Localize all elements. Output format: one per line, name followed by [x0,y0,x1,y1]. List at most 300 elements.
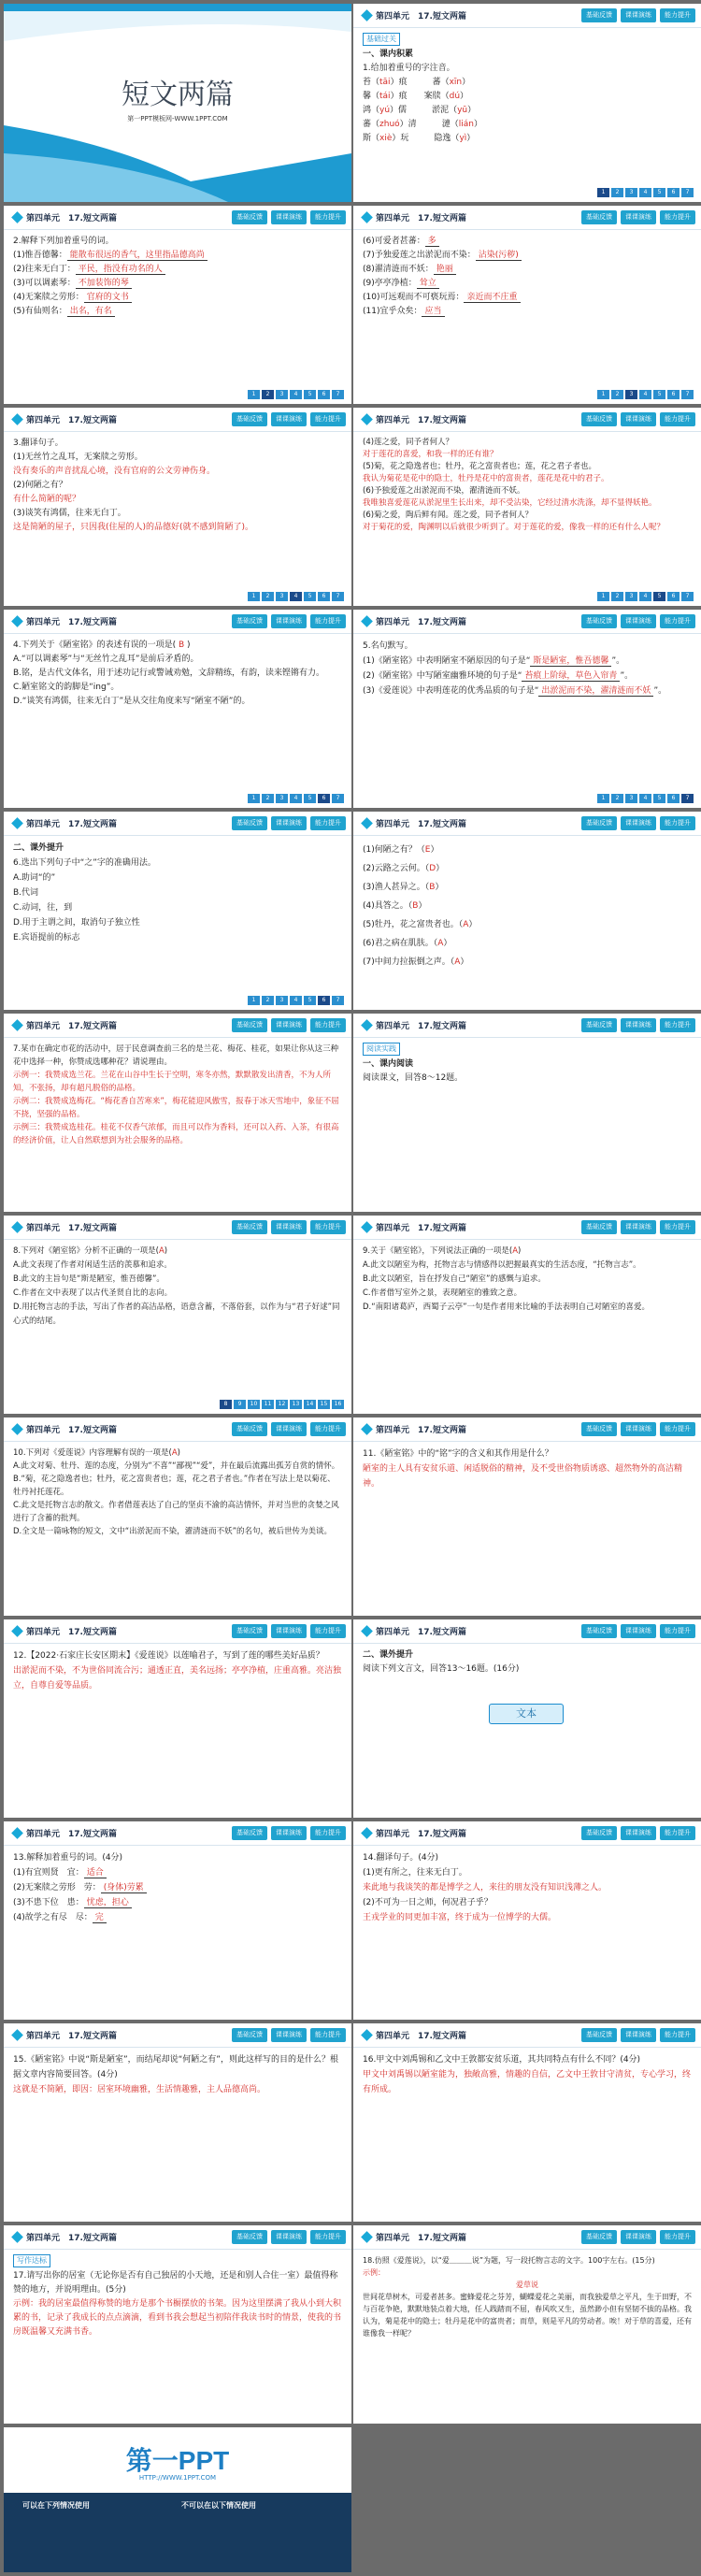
nav-button-3[interactable]: 能力提升 [660,1826,695,1840]
page-4[interactable]: 4 [639,592,651,601]
diamond-icon [361,413,373,425]
nav-button-3[interactable]: 能力提升 [310,1220,346,1234]
pager [220,1400,344,1409]
nav-button-2[interactable]: 课课演练 [621,1220,656,1234]
slide-ad [4,2427,351,2572]
nav-button-2[interactable]: 课课演练 [271,1220,307,1234]
item: (1)有宜则贤 宜： 适合 [13,1865,342,1880]
pinyin-row: 斯（xiè）玩 隐逸（yì） [363,134,476,143]
nav-button-2[interactable]: 课课演练 [271,1422,307,1436]
page-2[interactable]: 2 [611,794,623,803]
page-5[interactable]: 5 [653,390,665,399]
logo-url: HTTP://WWW.1PPT.COM [138,2474,217,2482]
page-title: 短文两篇 [122,79,234,111]
nav-button-2[interactable]: 课课演练 [271,210,307,224]
pager [597,794,694,803]
option: B.“菊，花之隐逸者也；牡丹，花之富贵者也；莲，花之君子者也。”作者在写法上是以菊花、牡丹衬托莲花。 [13,1475,336,1497]
nav-button-3[interactable]: 能力提升 [660,1624,695,1638]
diamond-icon [361,1423,373,1435]
slide-header: 第四单元 17.短文两篇 基础反馈 课课演练 能力提升 [4,206,351,230]
nav-button-1[interactable]: 基础反馈 [581,1018,617,1032]
item: (4)无案牍之劳形： 官府的文书 [13,291,342,305]
page-1[interactable]: 1 [597,188,609,197]
page-6[interactable]: 6 [667,592,680,601]
slide-11 [4,1014,351,1212]
pager [248,592,344,601]
item: (9)亭亭净植： 耸立 [363,277,692,291]
nav-button-1[interactable]: 基础反馈 [232,1018,267,1032]
question: 9.关于《陋室铭》，下列说法正确的一项是(A) [363,1246,522,1256]
ad-col-2: 不可以在以下情况使用 [181,2501,256,2510]
nav-button-3[interactable]: 能力提升 [310,2230,346,2244]
page-7[interactable]: 7 [332,794,344,803]
nav-button-1[interactable]: 基础反馈 [581,412,617,426]
question: 16.甲文中刘禹锡和乙文中王敦都安贫乐道，其共同特点有什么不同？(4分) [363,2055,641,2065]
logo: 第一PPT [125,2446,230,2475]
diamond-icon [11,2231,23,2243]
item: (6)可爱者甚蕃： 多 [363,235,692,249]
section-heading: 一、课内阅读 [363,1059,414,1069]
slide-header: 第四单元 17.短文两篇 基础反馈 课课演练 能力提升 [353,610,701,634]
item: (5)牡丹，花之富贵者也。（A） [363,920,478,929]
nav-button-2[interactable]: 课课演练 [621,2028,656,2042]
nav-button-3[interactable]: 能力提升 [310,412,346,426]
nav-button-1[interactable]: 基础反馈 [581,1422,617,1436]
ad-col-1: 可以在下列情况使用 [22,2501,90,2510]
nav-button-2[interactable]: 课课演练 [271,1624,307,1638]
item: (1)《陋室铭》中表明陋室不陋原因的句子是“ 斯是陋室，惟吾德馨 ”。 [363,656,625,666]
nav-button-3[interactable]: 能力提升 [660,8,695,22]
sentence: (5)菊，花之隐逸者也；牡丹，花之富贵者也；莲，花之君子者也。 [363,462,597,471]
nav-button-1[interactable]: 基础反馈 [232,2230,267,2244]
option: B.铭，是古代文体名，用于述功记行或警诫劝勉，文辞精练，有韵，读来铿锵有力。 [13,669,325,678]
slide-19 [4,1821,351,2020]
unit-label: 第四单元 [376,12,410,22]
option: C.此文是托物言志的散文。作者借莲表达了自己的坚贞不渝的高洁情怀，并对当世的贪婪之风进行了含蓄的批判。 [13,1501,339,1523]
question: 15.《陋室铭》中说“斯是陋室”，而结尾却说“何陋之有”，则此这样写的目的是什么？根据文章内容简要回答。(4分) [13,2055,338,2080]
slide-header: 第四单元 17.短文两篇 基础反馈 课课演练 能力提升 [353,812,701,836]
page-7[interactable]: 7 [681,188,694,197]
answer: 出淤泥而不染，不为世俗同流合污；通透正直，美名远扬；亭亭净植，庄重高雅。亮洁独立，自尊自爱等品质。 [13,1666,342,1691]
nav-button-3[interactable]: 能力提升 [310,210,346,224]
nav-button-1[interactable]: 基础反馈 [581,1826,617,1840]
page-3[interactable]: 3 [625,188,637,197]
nav-button-2[interactable]: 课课演练 [271,816,307,830]
question: 8.下列对《陋室铭》分析不正确的一项是(A) [13,1246,168,1256]
slide-header: 第四单元 17.短文两篇 基础反馈 课课演练 能力提升 [353,1216,701,1240]
diamond-icon [361,211,373,223]
nav-button-2[interactable]: 课课演练 [271,1018,307,1032]
nav-button-2[interactable]: 课课演练 [271,1826,307,1840]
answer: 甲文中刘禹锡以陋室能为，独敞高雅，情趣的自信，乙文中王敦甘守清贫，专心学习，终有所成。 [363,2070,692,2094]
nav-button-1[interactable]: 基础反馈 [581,210,617,224]
page-5[interactable]: 5 [304,390,316,399]
sentence: (3)谈笑有鸿儒，往来无白丁。 [13,509,126,518]
section-heading: 一、课内积累 [363,50,414,59]
diamond-icon [361,1827,373,1839]
nav-button-2[interactable]: 课课演练 [271,2028,307,2042]
slide-title [4,4,351,202]
diamond-icon [361,1019,373,1031]
text-button[interactable]: 文本 [489,1704,564,1724]
nav-button-2[interactable]: 课课演练 [271,2230,307,2244]
sentence: (2)何陋之有？ [13,481,67,490]
nav-button-2[interactable]: 课课演练 [621,8,656,22]
page-3[interactable]: 3 [625,794,637,803]
page-7[interactable]: 7 [681,592,694,601]
nav-button-3[interactable]: 能力提升 [660,412,695,426]
nav-button-3[interactable]: 能力提升 [310,1422,346,1436]
option: A.此文对菊、牡丹、莲的态度，分别为“不喜”“鄙视”“爱”，并在最后流露出孤芳自赏的情怀。 [13,1461,340,1471]
diamond-icon [361,1625,373,1637]
option: A.此文表现了作者对闲适生活的羡慕和追求。 [13,1260,172,1270]
page-14[interactable]: 14 [304,1400,316,1409]
nav-button-2[interactable]: 课课演练 [621,1018,656,1032]
nav-button-1[interactable]: 基础反馈 [581,1624,617,1638]
slide-9 [4,812,351,1010]
pinyin-row: 鸿（yú）儒 淤泥（yū） [363,106,477,115]
slide-8 [353,610,701,808]
nav-button-2[interactable]: 课课演练 [621,1624,656,1638]
nav-button-3[interactable]: 能力提升 [310,2028,346,2042]
slide-21 [4,2023,351,2222]
page-8[interactable]: 8 [220,1400,232,1409]
diamond-icon [11,1221,23,1233]
item: (6)君之病在肌肤。（A） [363,939,452,948]
page-2[interactable]: 2 [262,996,274,1005]
page-7[interactable]: 7 [332,592,344,601]
subtitle: 第一PPT模板网-WWW.1PPT.COM [127,115,228,122]
slide-22 [353,2023,701,2222]
page-2[interactable]: 2 [611,390,623,399]
diamond-icon [361,2231,373,2243]
slide-header: 第四单元 17.短文两篇 基础反馈 课课演练 能力提升 [4,1216,351,1240]
nav-button-2[interactable]: 课课演练 [271,412,307,426]
answer: 我认为菊花是花中的隐士，牡丹是花中的富贵者，莲花是花中的君子。 [363,474,609,483]
nav-button-3[interactable]: 能力提升 [310,1624,346,1638]
page-5[interactable]: 5 [653,592,665,601]
page-5[interactable]: 5 [304,794,316,803]
slide-header: 第四单元 17.短文两篇 基础反馈 课课演练 能力提升 [353,2225,701,2250]
question: 17.请写出你的居室（无论你是否有自己独居的小天地，还是和别人合住一室）最值得称赞的地方，并说明理由。(5分) [13,2271,338,2295]
page-7[interactable]: 7 [681,794,694,803]
page-4[interactable]: 4 [290,592,302,601]
question: 5.名句默写。 [363,641,413,651]
question: 4.下列关于《陋室铭》的表述有误的一项是( B ) [13,640,191,650]
page-4[interactable]: 4 [639,390,651,399]
ad-bottom [4,2493,351,2572]
question: 6.选出下列句子中“之”字的准确用法。 [13,858,156,868]
nav-button-2[interactable]: 课课演练 [621,816,656,830]
item: (4)故学之有尽 尽： 完 [13,1910,342,1925]
nav-button-1[interactable]: 基础反馈 [232,1422,267,1436]
slide-header: 第四单元 17.短文两篇 基础反馈 课课演练 能力提升 [4,812,351,836]
slide-header: 第四单元 17.短文两篇 基础反馈 课课演练 能力提升 [4,2023,351,2048]
item: (2)无案牍之劳形 劳： (身体)劳累 [13,1880,342,1895]
page-4[interactable]: 4 [290,390,302,399]
page-3[interactable]: 3 [625,390,637,399]
sentence: (1)更有所之，往来无白丁。 [363,1868,467,1878]
answer: 示例二：我赞成选梅花。“梅花香自苦寒来”，梅花能迎风傲雪，报春于冰天雪地中，象征不屈不挠，坚强的品格。 [13,1097,339,1119]
section-heading: 二、课外提升 [363,1650,414,1660]
slide-5 [4,408,351,606]
answer: 示例一：我赞成选兰花。兰花在山谷中生长于空明，寒冬亦然，默默散发出清香，不为人所知，不张扬，却有超凡脱俗的品格。 [13,1071,332,1093]
option: B.此文以陋室，旨在抒发自己“陋室”的感慨与追求。 [363,1274,546,1284]
page-4[interactable]: 4 [290,996,302,1005]
page-4[interactable]: 4 [290,794,302,803]
diamond-icon [11,1625,23,1637]
option: E.宾语提前的标志 [13,933,80,943]
nav-button-1[interactable]: 基础反馈 [581,614,617,628]
page-1[interactable]: 1 [597,592,609,601]
page-6[interactable]: 6 [318,592,330,601]
section-tag: 写作达标 [13,2254,50,2267]
slide-3 [4,206,351,404]
answer: 来此地与我谈笑的都是博学之人，来往的朋友没有知识浅薄之人。 [363,1883,608,1892]
option: A.“可以调素琴”与“无丝竹之乱耳”是前后矛盾的。 [13,655,199,664]
slide-7 [4,610,351,808]
question: 3.翻译句子。 [13,439,64,448]
answer: 对于莲花的喜爱，和我一样的还有谁？ [363,450,498,459]
page-6[interactable]: 6 [667,390,680,399]
pager [597,592,694,601]
example-label: 示例： [363,2268,385,2277]
slide-header: 第四单元 17.短文两篇 基础反馈 课课演练 能力提升 [353,1821,701,1846]
page-4[interactable]: 4 [639,794,651,803]
page-5[interactable]: 5 [304,592,316,601]
nav-button-3[interactable]: 能力提升 [310,1018,346,1032]
pinyin-row: 蕃（zhuó）清 漣（lián） [363,120,482,129]
page-10[interactable]: 10 [248,1400,260,1409]
page-12[interactable]: 12 [276,1400,288,1409]
option: D.用于主谓之间，取消句子独立性 [13,918,140,928]
slide-6 [353,408,701,606]
diamond-icon [361,615,373,627]
nav-button-2[interactable]: 课课演练 [271,614,307,628]
nav-button-2[interactable]: 课课演练 [621,1422,656,1436]
diamond-icon [11,817,23,829]
question: 阅读下列文言文，回答13～16题。(16分) [363,1664,520,1674]
page-4[interactable]: 4 [639,188,651,197]
nav-button-3[interactable]: 能力提升 [660,2230,695,2244]
answer: 示例：我的居室最值得称赞的地方是那个书橱摆放的书架。因为这里摆满了我从小到大积累的书，记录了我成长的点点滴滴，看到书我会想起当初陪伴我读书时的情景，使我的书房既温馨又充满书香。 [13,2299,342,2337]
sentence: (6)予独爱莲之出淤泥而不染，濯清涟而不妖。 [363,486,525,496]
question: 7.某市在确定市花的活动中，居于民意调查前三名的是兰花、梅花、桂花，如果让你从这三种花中选择一种，你赞成选哪种花？请说理由。 [13,1044,339,1067]
sentence: (2)不可为一日之师，何况君子乎？ [363,1898,493,1907]
slide-header: 第四单元 17.短文两篇 基础反馈 课课演练 能力提升 [353,2023,701,2048]
page-1[interactable]: 1 [248,390,260,399]
diamond-icon [11,2029,23,2041]
nav-button-3[interactable]: 能力提升 [660,1018,695,1032]
nav-button-3[interactable]: 能力提升 [660,1220,695,1234]
slide-header: 第四单元 17.短文两篇 基础反馈 课课演练 能力提升 [4,408,351,432]
page-2[interactable]: 2 [262,794,274,803]
page-6[interactable]: 6 [667,188,680,197]
nav-button-3[interactable]: 能力提升 [310,1826,346,1840]
answer: 这是简陋的屋子，只因我(住屋的人)的品德好(就不感到简陋了)。 [13,523,254,532]
diamond-icon [361,817,373,829]
nav-button-2[interactable]: 课课演练 [621,210,656,224]
question: 13.解释加着重号的词。(4分) [13,1853,123,1863]
slide-header: 第四单元 17.短文两篇 基础反馈 课课演练 能力提升 [4,1821,351,1846]
page-3[interactable]: 3 [276,794,288,803]
page-2[interactable]: 2 [611,188,623,197]
item: (10)可远观而不可亵玩焉： 亲近而不庄重 [363,291,692,305]
pager [597,390,694,399]
question: 11.《陋室铭》中的“铭”字的含义和其作用是什么？ [363,1449,553,1459]
diamond-icon [11,1827,23,1839]
page-6[interactable]: 6 [318,996,330,1005]
question: 阅读课文，回答8～12题。 [363,1073,464,1083]
question: 2.解释下列加着重号的词。 [13,237,114,246]
ad-top [4,2427,351,2493]
nav-button-1[interactable]: 基础反馈 [232,614,267,628]
page-6[interactable]: 6 [667,794,680,803]
nav-button-2[interactable]: 课课演练 [621,2230,656,2244]
nav-button-1[interactable]: 基础反馈 [232,2028,267,2042]
option: D.用托物言志的手法，写出了作者的高洁品格，语意含蓄，不落俗套，以作为与“君子好逑”同心式的结尾。 [13,1302,340,1326]
page-11[interactable]: 11 [262,1400,274,1409]
page-3[interactable]: 3 [276,390,288,399]
slide-20 [353,1821,701,2020]
page-6[interactable]: 6 [318,390,330,399]
nav-button-2[interactable]: 课课演练 [621,412,656,426]
nav-button-2[interactable]: 课课演练 [621,1826,656,1840]
nav-button-3[interactable]: 能力提升 [310,614,346,628]
answer: 示例三：我赞成选桂花。桂花不仅香气浓郁，而且可以作为香料，还可以入药、入茶，有很高的经济价值，让人自然联想到为社会服务的品格。 [13,1123,339,1145]
slide-23 [4,2225,351,2424]
pinyin-row: 馨（tái）痕 案牍（dú） [363,92,469,101]
nav-button-1[interactable]: 基础反馈 [581,8,617,22]
section-tag: 阅读实践 [363,1043,400,1056]
page-5[interactable]: 5 [653,188,665,197]
option: B.代词 [13,888,39,898]
answer: 王戎学业的同更加丰富，终于成为一位博学的大儒。 [363,1913,557,1922]
item: (7)予独爱莲之出淤泥而不染： 沾染(污秽) [363,249,692,263]
page-7[interactable]: 7 [332,996,344,1005]
nav-button-1[interactable]: 基础反馈 [232,816,267,830]
slide-header: 第四单元 17.短文两篇 基础反馈 课课演练 能力提升 [353,408,701,432]
slide-16 [353,1418,701,1616]
diamond-icon [11,211,23,223]
item: (2)云路之云何。（D） [363,864,445,873]
page-1[interactable]: 1 [597,794,609,803]
slide-header: 第四单元 17.短文两篇 基础反馈 课课演练 能力提升 [353,1418,701,1442]
answer: 陋室的主人具有安贫乐道、闲适脱俗的精神，及不受世俗物质诱惑、超然物外的高洁精神。 [363,1464,683,1489]
item: (4)具答之。（B） [363,901,427,911]
option: C.动词，往，到 [13,903,73,913]
slide-24 [353,2225,701,2424]
nav-button-1[interactable]: 基础反馈 [581,816,617,830]
page-5[interactable]: 5 [653,794,665,803]
nav-button-3[interactable]: 能力提升 [660,2028,695,2042]
nav-button-1[interactable]: 基础反馈 [232,210,267,224]
slide-13 [4,1216,351,1414]
page-1[interactable]: 1 [597,390,609,399]
diamond-icon [11,1019,23,1031]
question: 12.【2022·石家庄长安区期末】《爱莲说》以莲喻君子，写到了莲的哪些美好品质？ [13,1651,324,1661]
page-2[interactable]: 2 [262,592,274,601]
slide-header [353,4,701,28]
page-1[interactable]: 1 [248,996,260,1005]
page-3[interactable]: 3 [276,996,288,1005]
item: (7)中间力拉振倒之声。（A） [363,957,469,967]
page-16[interactable]: 16 [332,1400,344,1409]
page-1[interactable]: 1 [248,592,260,601]
page-5[interactable]: 5 [304,996,316,1005]
slide-14 [353,1216,701,1414]
nav-button-1[interactable]: 基础反馈 [232,1826,267,1840]
question: 14.翻译句子。(4分) [363,1853,439,1863]
nav-button-1[interactable]: 基础反馈 [581,1220,617,1234]
page-2[interactable]: 2 [262,390,274,399]
diamond-icon [11,413,23,425]
page-1[interactable]: 1 [248,794,260,803]
slide-header: 第四单元 17.短文两篇 基础反馈 课课演练 能力提升 [4,1014,351,1038]
page-15[interactable]: 15 [318,1400,330,1409]
nav-button-1[interactable]: 基础反馈 [232,412,267,426]
slide-header: 第四单元 17.短文两篇 基础反馈 课课演练 能力提升 [4,1418,351,1442]
page-7[interactable]: 7 [332,390,344,399]
answer: 对于菊花的爱，陶渊明以后就很少听到了。对于莲花的爱，像我一样的还有什么人呢？ [363,523,665,532]
page-6[interactable]: 6 [318,794,330,803]
page-2[interactable]: 2 [611,592,623,601]
slide-10 [353,812,701,1010]
slide-header: 第四单元 17.短文两篇 基础反馈 课课演练 能力提升 [4,1619,351,1644]
diamond-icon [361,2029,373,2041]
lesson-label: 17.短文两篇 [418,12,466,22]
page-9[interactable]: 9 [234,1400,246,1409]
slide-header: 第四单元 17.短文两篇 基础反馈 课课演练 能力提升 [353,1619,701,1644]
diamond-icon [361,1221,373,1233]
nav-button-3[interactable]: 能力提升 [660,614,695,628]
answer: 有什么简陋的呢？ [13,495,81,504]
essay-title: 爱草说 [516,2281,538,2289]
section-tag: 基础过关 [363,33,400,46]
slide-header: 第四单元 17.短文两篇 基础反馈 课课演练 能力提升 [353,1014,701,1038]
page-3[interactable]: 3 [276,592,288,601]
pager [248,390,344,399]
sentence: (6)菊之爱，陶后鲜有闻。莲之爱，同予者何人？ [363,511,534,520]
item: (2)《陋室铭》中写陋室幽雅环境的句子是“ 苔痕上阶绿，草色入帘青 ”。 [363,671,634,681]
nav-button-3[interactable]: 能力提升 [310,816,346,830]
nav-button-1[interactable]: 基础反馈 [232,1220,267,1234]
nav-button-3[interactable]: 能力提升 [660,1422,695,1436]
sentence: (1)无丝竹之乱耳，无案牍之劳形。 [13,453,143,462]
nav-button-2[interactable]: 课课演练 [621,614,656,628]
sentence: (4)莲之爱，同予者何人？ [363,438,454,447]
slide-15 [4,1418,351,1616]
pager [597,188,694,197]
diamond-icon [11,1423,23,1435]
nav-button-1[interactable]: 基础反馈 [581,2230,617,2244]
answer: 我唯独喜爱莲花从淤泥里生长出来，却不受沾染，它经过清水洗涤，却不显得妖艳。 [363,498,657,508]
nav-button-3[interactable]: 能力提升 [660,210,695,224]
slide-12 [353,1014,701,1212]
option: B.此文的主旨句是“斯是陋室，惟吾德馨”。 [13,1274,165,1284]
nav-button-1[interactable]: 基础反馈 [232,1624,267,1638]
page-7[interactable]: 7 [681,390,694,399]
nav-button-1[interactable]: 基础反馈 [581,2028,617,2042]
page-13[interactable]: 13 [290,1400,302,1409]
essay-body: 世间花草树木，可爱者甚多。蜜蜂爱花之芬芳，蝴蝶爱花之美丽，而我独爱草之平凡，生于田野，不与百花争艳，默默地装点着大地，任人践踏而不屈，春风吹又生，虽然渺小但有坚韧不拔的品格。我认为，菊是花中的隐士；牡丹是花中的富贵者；而草，则是平凡的劳动者。唉！对于草的喜爱，还有谁像我一样呢？ [363,2293,692,2338]
answer: 没有奏乐的声音扰乱心境，没有官府的公文劳神伤身。 [13,467,216,476]
slide-header: 第四单元 17.短文两篇 基础反馈 课课演练 能力提升 [4,2225,351,2250]
nav-button-3[interactable]: 能力提升 [660,816,695,830]
slide-header: 第四单元 17.短文两篇 基础反馈 课课演练 能力提升 [4,610,351,634]
page-3[interactable]: 3 [625,592,637,601]
slide-4 [353,206,701,404]
